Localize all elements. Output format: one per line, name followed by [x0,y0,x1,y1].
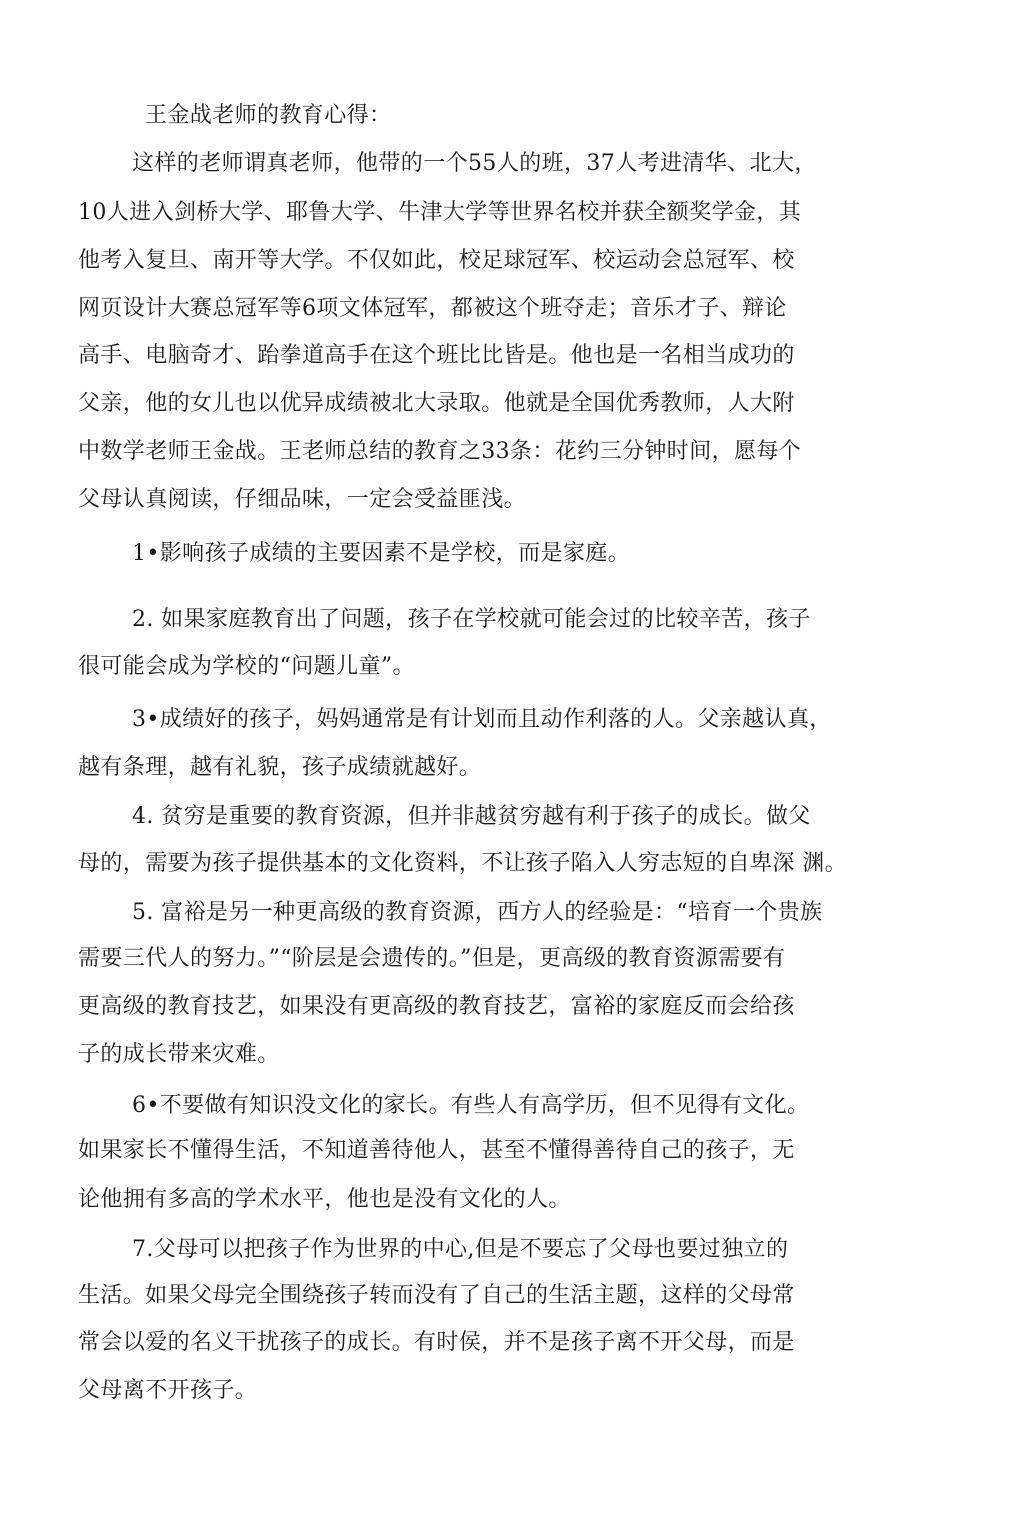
item-line: 母的，需要为孩子提供基本的文化资料，不让孩子陷入人穷志短的自卑深 渊。 [78,851,847,876]
item-line: 需要三代人的努力。”“阶层是会遗传的。”但是，更高级的教育资源需要有 [78,946,786,971]
item-line: 父母离不开孩子。 [78,1378,258,1403]
intro-line: 他考入复旦、南开等大学。不仅如此，校足球冠军、校运动会总冠军、校 [78,248,795,273]
item-line: 更高级的教育技艺，如果没有更高级的教育技艺，富裕的家庭反而会给孩 [78,994,795,1019]
item-line: 如果家长不懂得生活，不知道善待他人，甚至不懂得善待自己的孩子，无 [78,1138,795,1163]
item-line: 越有条理，越有礼貌，孩子成绩就越好。 [78,755,482,780]
item-line: 5. 富裕是另一种更高级的教育资源，西方人的经验是：“培育一个贵族 [132,900,823,925]
intro-line: 高手、电脑奇才、跆拳道高手在这个班比比皆是。他也是一名相当成功的 [78,343,795,368]
intro-line: 这样的老师谓真老师，他带的一个55人的班，37人考进清华、北大， [132,151,817,176]
intro-line: 10人进入剑桥大学、耶鲁大学、牛津大学等世界名校并获全额奖学金，其 [78,200,802,225]
intro-line: 父母认真阅读，仔细品味，一定会受益匪浅。 [78,487,527,512]
item-line: 很可能会成为学校的“问题儿童”。 [78,654,415,679]
intro-line: 中数学老师王金战。王老师总结的教育之33条：花约三分钟时间，愿每个 [78,439,802,464]
item-line: 6•不要做有知识没文化的家长。有些人有高学历，但不见得有文化。 [132,1093,810,1118]
item-line: 论他拥有多高的学术水平，他也是没有文化的人。 [78,1187,571,1212]
intro-line: 网页设计大赛总冠军等6项文体冠军，都被这个班夺走；音乐才子、辩论 [78,296,787,321]
intro-line: 父亲，他的女儿也以优异成绩被北大录取。他就是全国优秀教师，人大附 [78,391,795,416]
item-line: 子的成长带来灾难。 [78,1042,280,1067]
item-line: 2. 如果家庭教育出了问题，孩子在学校就可能会过的比较辛苦，孩子 [132,607,811,632]
item-line: 4. 贫穷是重要的教育资源，但并非越贫穷越有利于孩子的成长。做父 [132,804,811,829]
document-title: 王金战老师的教育心得： [145,103,392,128]
item-line: 3•成绩好的孩子，妈妈通常是有计划而且动作利落的人。父亲越认真， [132,707,832,732]
item-line: 7.父母可以把孩子作为世界的中心,但是不要忘了父母也要过独立的 [132,1237,789,1262]
item-line: 1•影响孩子成绩的主要因素不是学校，而是家庭。 [132,541,631,566]
item-line: 生活。如果父母完全围绕孩子转而没有了自己的生活主题，这样的父母常 [78,1283,795,1308]
item-line: 常会以爱的名义干扰孩子的成长。有时侯，并不是孩子离不开父母，而是 [78,1330,795,1355]
